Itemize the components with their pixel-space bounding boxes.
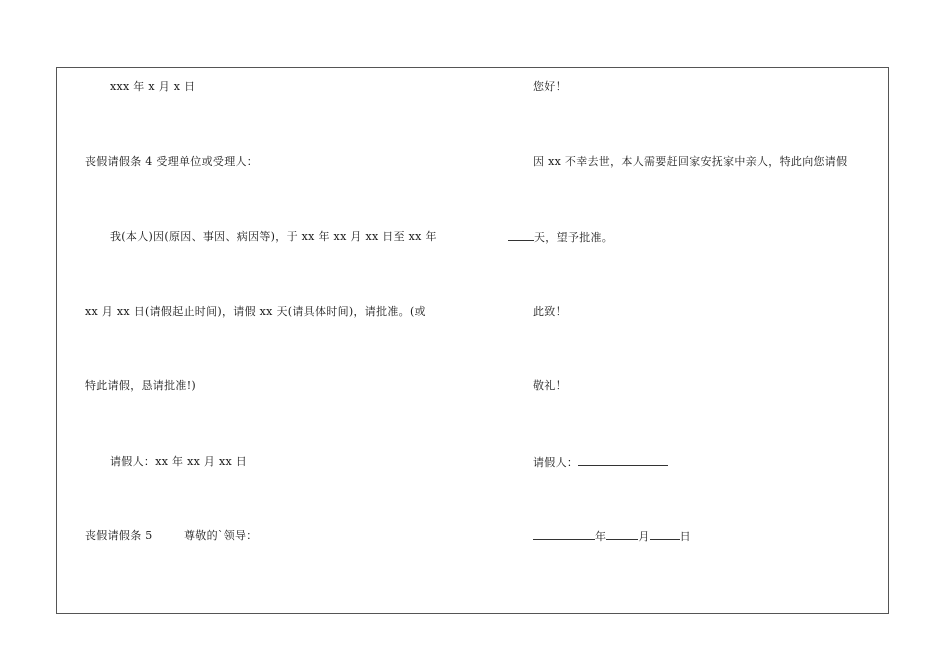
closing-1: 此致！ <box>533 305 567 318</box>
right-body-line-2-row <box>508 230 613 245</box>
right-body-line-1: 因 xx 不幸去世，本人需要赶回家安抚家中亲人，特此向您请假 <box>533 155 848 168</box>
closing-2: 敬礼！ <box>533 379 567 392</box>
body-line-1: 我(本人)因(原因、事因、病因等)，于 xx 年 xx 月 xx 日至 xx 年 <box>110 230 437 243</box>
salutation: 尊敬的`领导： <box>184 529 258 542</box>
body-line-2: xx 月 xx 日(请假起止时间)，请假 xx 天(请具体时间)，请批准。(或 <box>85 305 426 318</box>
body-line-3: 特此请假，恳请批准!) <box>85 379 197 392</box>
letter-heading-5: 丧假请假条 5 <box>85 529 153 542</box>
year-blank <box>533 529 595 540</box>
year-label: 年 <box>595 530 607 543</box>
day-blank <box>650 529 680 540</box>
date-line: xxx 年 x 月 x 日 <box>110 80 196 93</box>
page-frame <box>56 67 889 614</box>
month-label: 月 <box>638 530 650 543</box>
month-blank <box>606 529 638 540</box>
signature-blank <box>578 455 668 466</box>
letter-heading-4: 丧假请假条 4 受理单位或受理人： <box>85 155 259 168</box>
signature-row <box>533 455 668 470</box>
date-row <box>533 529 691 544</box>
day-label: 日 <box>679 530 691 543</box>
days-blank <box>508 230 534 241</box>
right-body-line-2: 天，望予批准。 <box>534 231 614 244</box>
signature-label: 请假人： <box>533 456 579 469</box>
signature-line: 请假人：xx 年 xx 月 xx 日 <box>110 455 248 468</box>
greeting: 您好！ <box>533 80 567 93</box>
